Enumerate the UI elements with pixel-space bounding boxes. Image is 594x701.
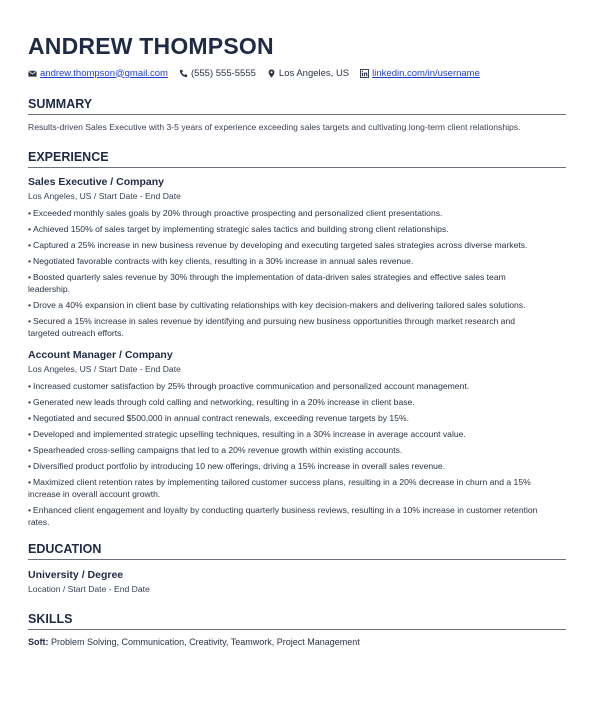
location-text: Los Angeles, US	[278, 67, 350, 79]
job-meta: Los Angeles, US / Start Date - End Date	[28, 364, 181, 375]
phone-text: (555) 555-5555	[190, 67, 256, 79]
list-item: • Spearheaded cross-selling campaigns that led to a 20% revenue growth within existing accounts.	[28, 445, 403, 456]
degree-meta: Location / Start Date - End Date	[28, 584, 150, 595]
list-item: • Enhanced client engagement and loyalty by conducting quarterly business reviews, resulting in a 10% increase in customer retention rates.	[28, 505, 538, 528]
list-item: • Negotiated and secured $500,000 in annual contract renewals, exceeding revenue targets by 15%.	[28, 413, 409, 424]
map-pin-icon	[267, 69, 276, 78]
list-item: • Diversified product portfolio by introducing 10 new offerings, driving a 15% increase in overall sales revenue.	[28, 461, 446, 472]
summary-text: Results-driven Sales Executive with 3-5 years of experience exceeding sales targets and cultivating long-term client relationships.	[28, 122, 521, 132]
list-item: • Exceeded monthly sales goals by 20% through proactive prospecting and personalized client presentations.	[28, 208, 443, 218]
contact-email[interactable]	[28, 68, 168, 79]
linkedin-link[interactable]: linkedin.com/in/username	[372, 67, 480, 79]
education-section	[28, 542, 566, 595]
email-link[interactable]: andrew.thompson@gmail.com	[40, 67, 168, 79]
education-entry	[28, 569, 566, 595]
contact-linkedin[interactable]	[360, 68, 480, 79]
skills-heading: SKILLS	[28, 612, 566, 630]
list-item: • Negotiated favorable contracts with key clients, resulting in a 30% increase in annual sales revenue.	[28, 255, 414, 266]
list-item: • Generated new leads through cold calling and networking, resulting in a 20% increase in client base.	[28, 397, 415, 408]
candidate-name: ANDREW THOMPSON	[28, 33, 274, 59]
list-item: • Increased customer satisfaction by 25% through proactive communication and personalized account management.	[28, 381, 470, 392]
phone-icon	[179, 69, 188, 78]
job-title: Account Manager / Company	[28, 349, 173, 362]
skills-section	[28, 612, 566, 647]
list-item: • Boosted quarterly sales revenue by 30% through the implementation of data-driven sales strategies and effective sales team leadership.	[28, 271, 506, 295]
list-item: • Developed and implemented strategic upselling techniques, resulting in a 30% increase in average account value.	[28, 429, 466, 440]
summary-heading: SUMMARY	[28, 97, 566, 115]
job-title: Sales Executive / Company	[28, 176, 164, 188]
skills-list: Problem Solving, Communication, Creativity, Teamwork, Project Management	[51, 637, 360, 648]
job-meta: Los Angeles, US / Start Date - End Date	[28, 191, 181, 201]
envelope-icon	[28, 69, 37, 78]
list-item: • Secured a 15% increase in sales revenue by identifying and pursuing new business opportunities through market research and targeted outreach efforts.	[28, 316, 516, 339]
contact-location	[267, 68, 349, 79]
job-bullets	[28, 380, 566, 528]
list-item: • Maximized client retention rates by implementing tailored customer success plans, resulting in a 20% decrease in churn and a 15% increase in overall account growth.	[28, 477, 531, 500]
experience-heading: EXPERIENCE	[28, 150, 566, 168]
summary-section	[28, 97, 566, 133]
list-item: • Achieved 150% of sales target by implementing strategic sales tactics and building strong client relationships.	[28, 223, 449, 234]
experience-section	[28, 150, 566, 528]
linkedin-icon	[360, 69, 369, 78]
job-entry	[28, 176, 566, 339]
job-bullets	[28, 207, 566, 339]
skills-line	[28, 637, 566, 647]
skills-label: Soft:	[28, 637, 49, 648]
contact-bar	[28, 66, 566, 80]
job-entry	[28, 349, 566, 528]
contact-phone	[179, 68, 256, 79]
education-heading: EDUCATION	[28, 542, 566, 560]
degree-title: University / Degree	[28, 569, 124, 582]
list-item: • Captured a 25% increase in new business revenue by developing and executing targeted sales strategies across diverse markets.	[28, 239, 528, 250]
list-item: • Drove a 40% expansion in client base by cultivating relationships with key decision-makers and delivering tailored sales solutions.	[28, 300, 526, 311]
